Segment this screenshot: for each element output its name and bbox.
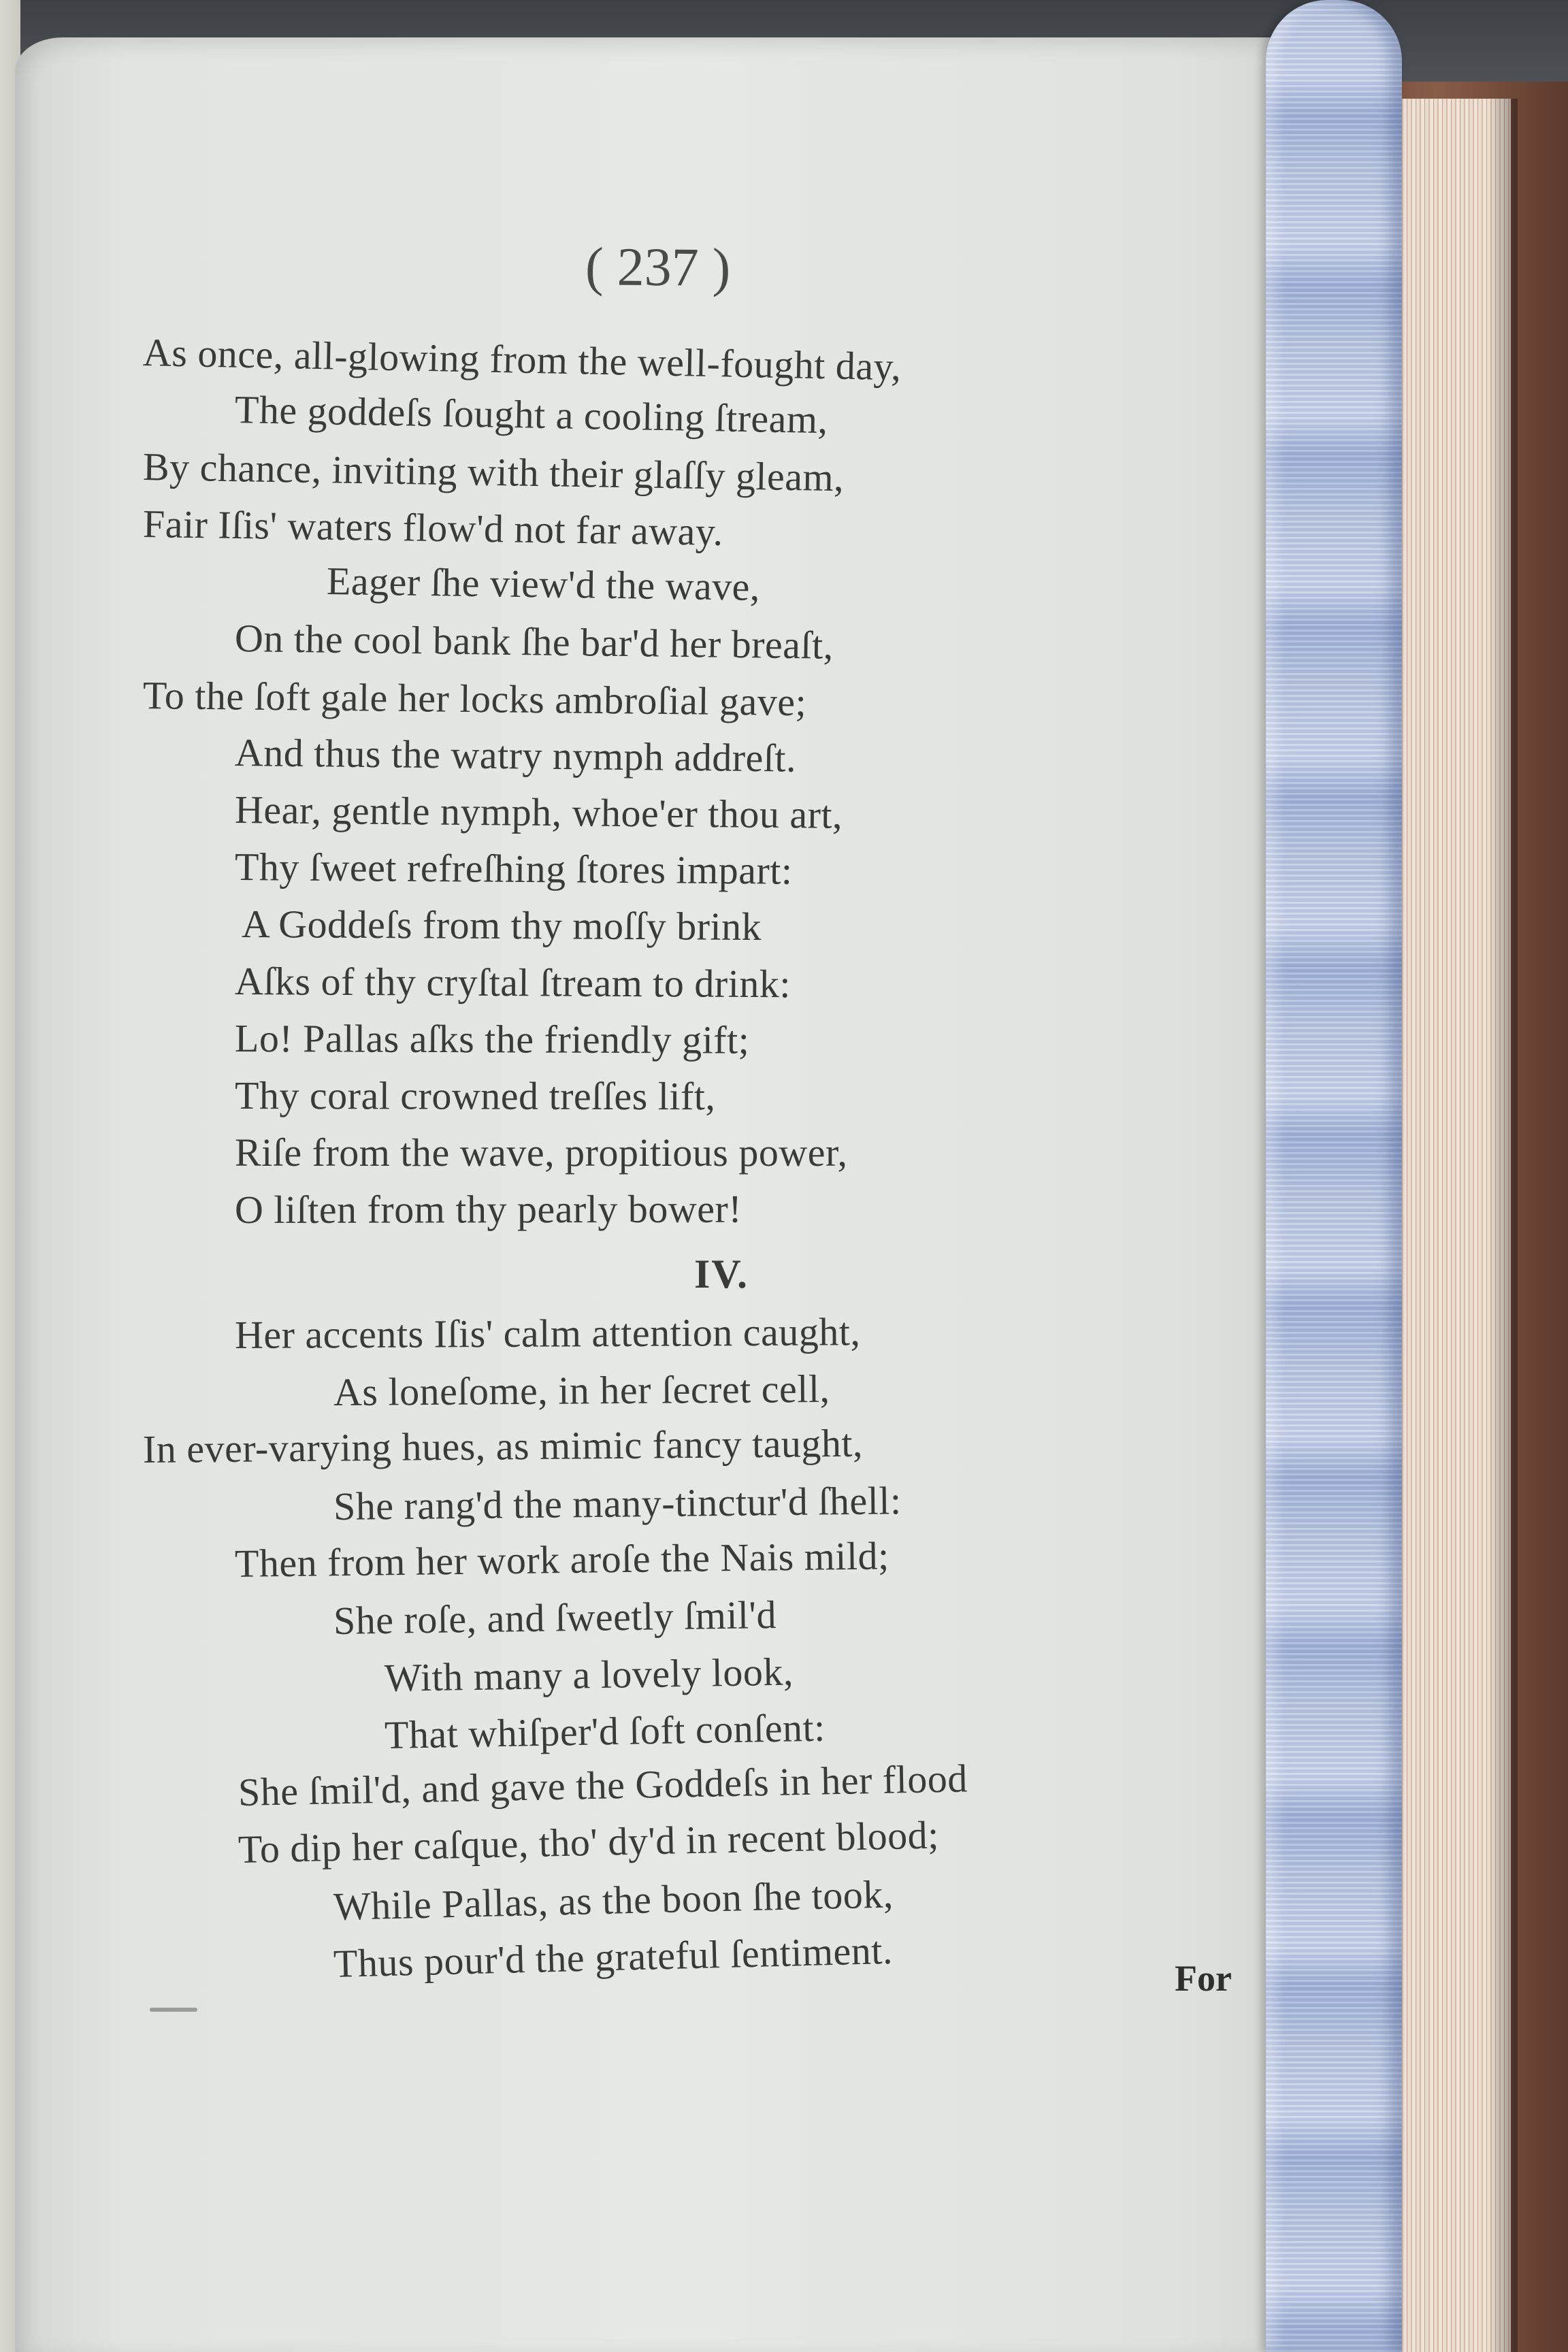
poem-line: In ever-varying hues, as mimic fancy taught,: [142, 1420, 864, 1471]
poem-line: The goddeſs ſought a cooling ſtream,: [234, 387, 829, 442]
section-heading: IV.: [694, 1252, 749, 1296]
poem-line: Then from her work aroſe the Nais mild;: [234, 1533, 890, 1586]
poem-line: O liſten from thy pearly bower!: [234, 1186, 742, 1232]
page-number: ( 237 ): [585, 237, 731, 298]
poem-line: As loneſome, in her ſecret cell,: [333, 1366, 830, 1414]
poem-line: To the ſoft gale her locks ambroſial gave;: [142, 673, 807, 725]
poem-line: She ſmil'd, and gave the Goddeſs in her flood: [238, 1756, 968, 1814]
poem-line: Riſe from the wave, propitious power,: [235, 1130, 848, 1175]
poem-line: A Goddeſs from thy moſſy brink: [241, 902, 762, 949]
poem-line: On the cool bank ſhe bar'd her breaſt,: [234, 616, 834, 668]
poem-line: Thy coral crowned treſſes lift,: [234, 1073, 716, 1119]
page-block-shadow: [1490, 99, 1518, 2352]
poem-line: She roſe, and ſweetly ſmil'd: [333, 1592, 777, 1643]
poem-line: Fair Iſis' waters flow'd not far away.: [142, 502, 724, 554]
catchword: For: [1175, 1958, 1232, 1999]
poem-line: Lo! Pallas aſks the friendly gift;: [234, 1016, 750, 1062]
poem-line: That whiſper'd ſoft conſent:: [384, 1705, 826, 1757]
poem-line: While Pallas, as the boon ſhe took,: [333, 1872, 894, 1929]
poem-line: And thus the watry nymph addreſt.: [234, 730, 797, 781]
poem-line: Eager ſhe view'd the wave,: [326, 559, 761, 609]
poem-line: To dip her caſque, tho' dy'd in recent blood;: [238, 1812, 940, 1872]
poem-line: Her accents Iſis' calm attention caught,: [234, 1309, 861, 1357]
poem-line: Thus pour'd the grateful ſentiment.: [333, 1927, 894, 1986]
bookmark-ribbon: [1266, 0, 1402, 2352]
poem-line: Hear, gentle nymph, whoe'er thou art,: [234, 787, 843, 837]
poem-line: With many a lovely look,: [384, 1649, 794, 1700]
poem-line: She rang'd the many-tinctur'd ſhell:: [333, 1478, 902, 1529]
poem-line: Thy ſweet refreſhing ſtores impart:: [234, 845, 793, 893]
poem-line: As once, all-glowing from the well-fought day,: [142, 330, 902, 389]
poem-line: By chance, inviting with their glaſſy gleam,: [142, 444, 845, 500]
poem-line: Aſks of thy cryſtal ſtream to drink:: [234, 959, 791, 1007]
ink-speck: [150, 2008, 197, 2012]
